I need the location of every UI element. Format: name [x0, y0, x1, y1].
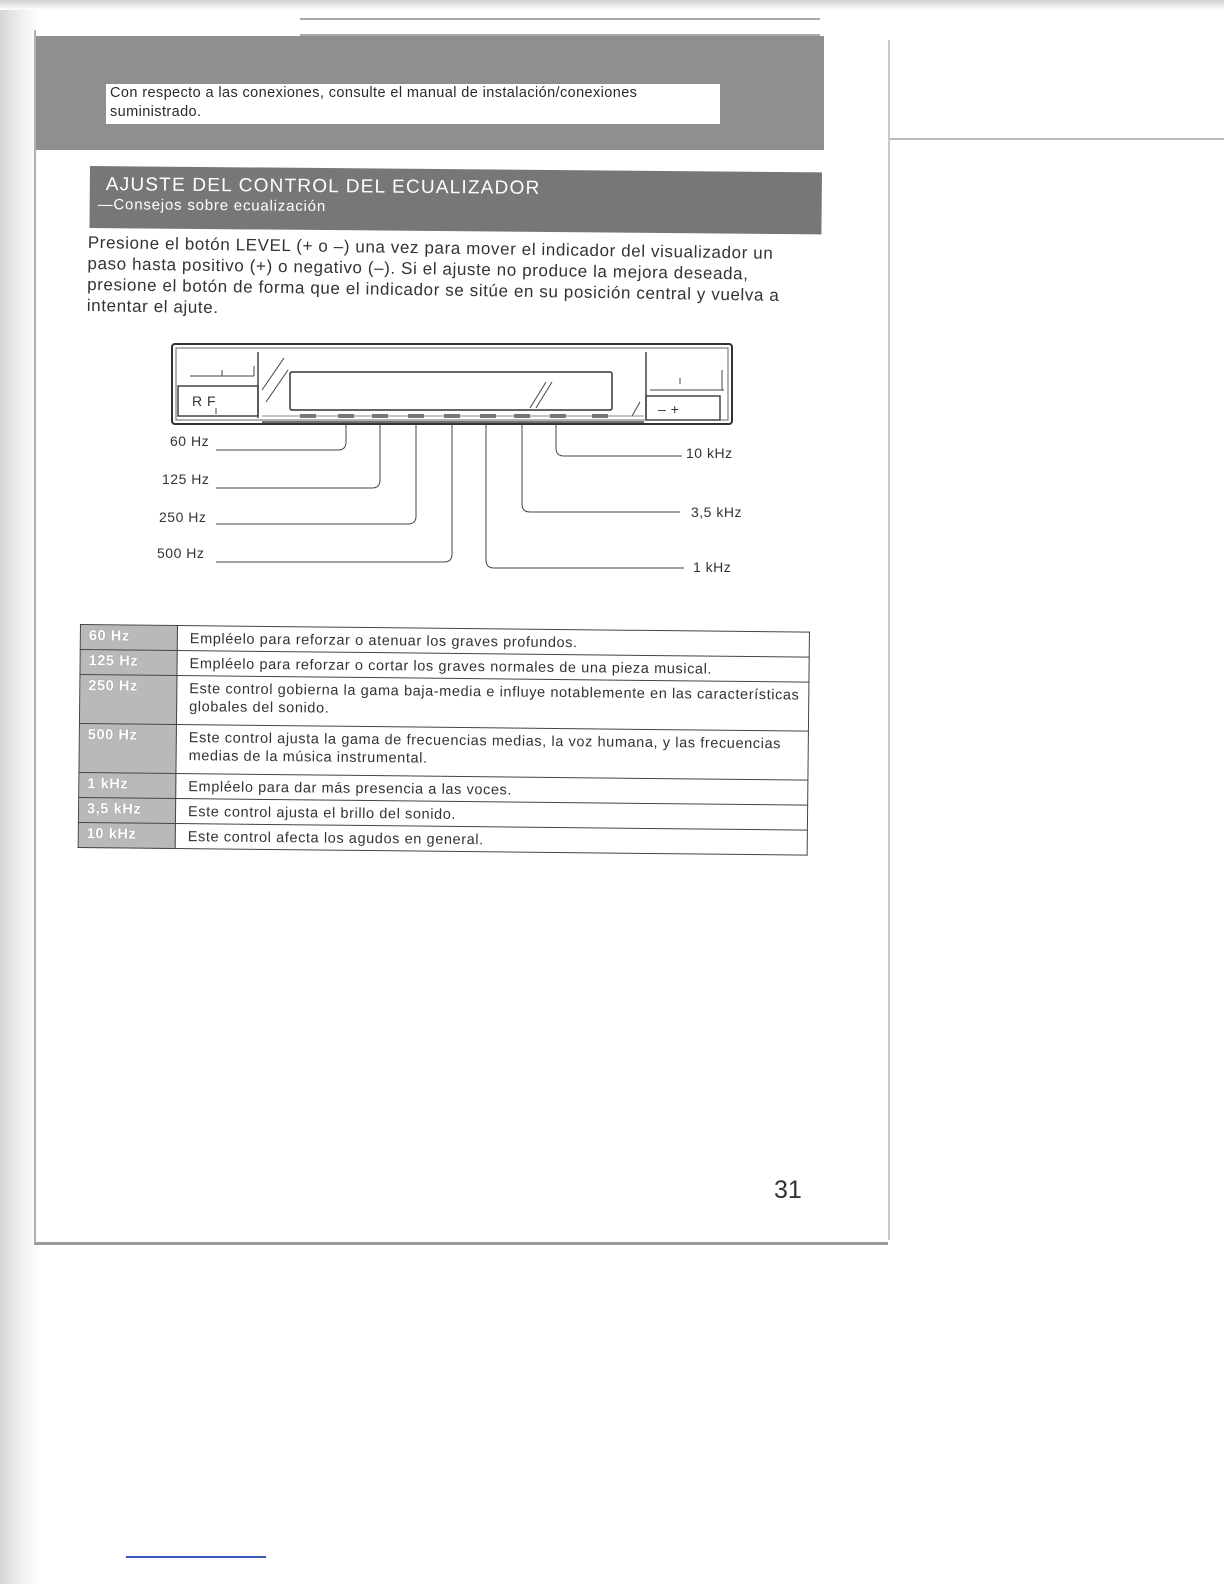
desc-cell: Este control ajusta la gama de frecuencias medias, la voz humana, y las frecuencias medias de la música instrumental. [176, 725, 808, 781]
label-125hz: 125 Hz [162, 471, 210, 487]
equalizer-panel-illustration [150, 330, 770, 600]
section-title: AJUSTE DEL CONTROL DEL ECUALIZADOR [105, 174, 541, 199]
scan-mark [126, 1556, 266, 1558]
level-button-label: – + [658, 401, 680, 417]
label-3-5khz: 3,5 kHz [691, 504, 742, 520]
desc-cell: Empléelo para reforzar o cortar los graves normales de una pieza musical. [177, 651, 809, 683]
freq-cell: 125 Hz [80, 650, 177, 676]
label-1khz: 1 kHz [693, 559, 732, 575]
section-subtitle: —Consejos sobre ecualización [97, 196, 327, 216]
label-60hz: 60 Hz [170, 433, 210, 449]
page-number: 31 [774, 1176, 802, 1204]
freq-cell: 3,5 kHz [78, 797, 175, 823]
panel-outline [172, 344, 732, 424]
desc-cell: Este control afecta los agudos en general. [175, 824, 807, 856]
label-250hz: 250 Hz [159, 509, 207, 525]
table-row [79, 723, 808, 780]
desc-cell: Empléelo para dar más presencia a las voces. [176, 774, 808, 806]
rf-button [178, 386, 258, 416]
label-10khz: 10 kHz [686, 445, 733, 461]
equalizer-diagram [150, 330, 770, 600]
freq-cell: 250 Hz [79, 675, 177, 725]
desc-cell: Este control gobierna la gama baja-media e influye notablemente en las características globales del sonido. [176, 676, 808, 732]
freq-cell: 10 kHz [78, 822, 175, 848]
scan-shadow-top [0, 0, 1224, 10]
desc-cell: Este control ajusta el brillo del sonido. [175, 799, 807, 831]
display-window [290, 372, 612, 410]
page-edge-right [888, 40, 890, 1240]
desc-cell: Empléelo para reforzar o atenuar los graves profundos. [177, 626, 809, 658]
connections-notice: Con respecto a las conexiones, consulte el manual de instalación/conexiones suministrado. [106, 84, 720, 124]
rf-button-label: R F [192, 393, 217, 409]
equalizer-tips-table [78, 624, 810, 856]
table-row [79, 675, 808, 732]
intro-paragraph: Presione el botón LEVEL (+ o –) una vez para mover el indicador del visualizador un paso hasta positivo (+) o negativo (–). Si el ajuste no produce la mejora deseada, presione el botón de forma que el indicador se sitúe en su posición central y vuelva a intentar el ajute. [86, 232, 780, 318]
section-heading [89, 166, 822, 234]
freq-cell: 1 kHz [79, 772, 176, 798]
label-500hz: 500 Hz [157, 545, 205, 561]
next-page-edge [890, 138, 1224, 140]
freq-cell: 60 Hz [80, 625, 177, 651]
panel-inner-outline [176, 348, 728, 420]
freq-cell: 500 Hz [79, 723, 177, 773]
